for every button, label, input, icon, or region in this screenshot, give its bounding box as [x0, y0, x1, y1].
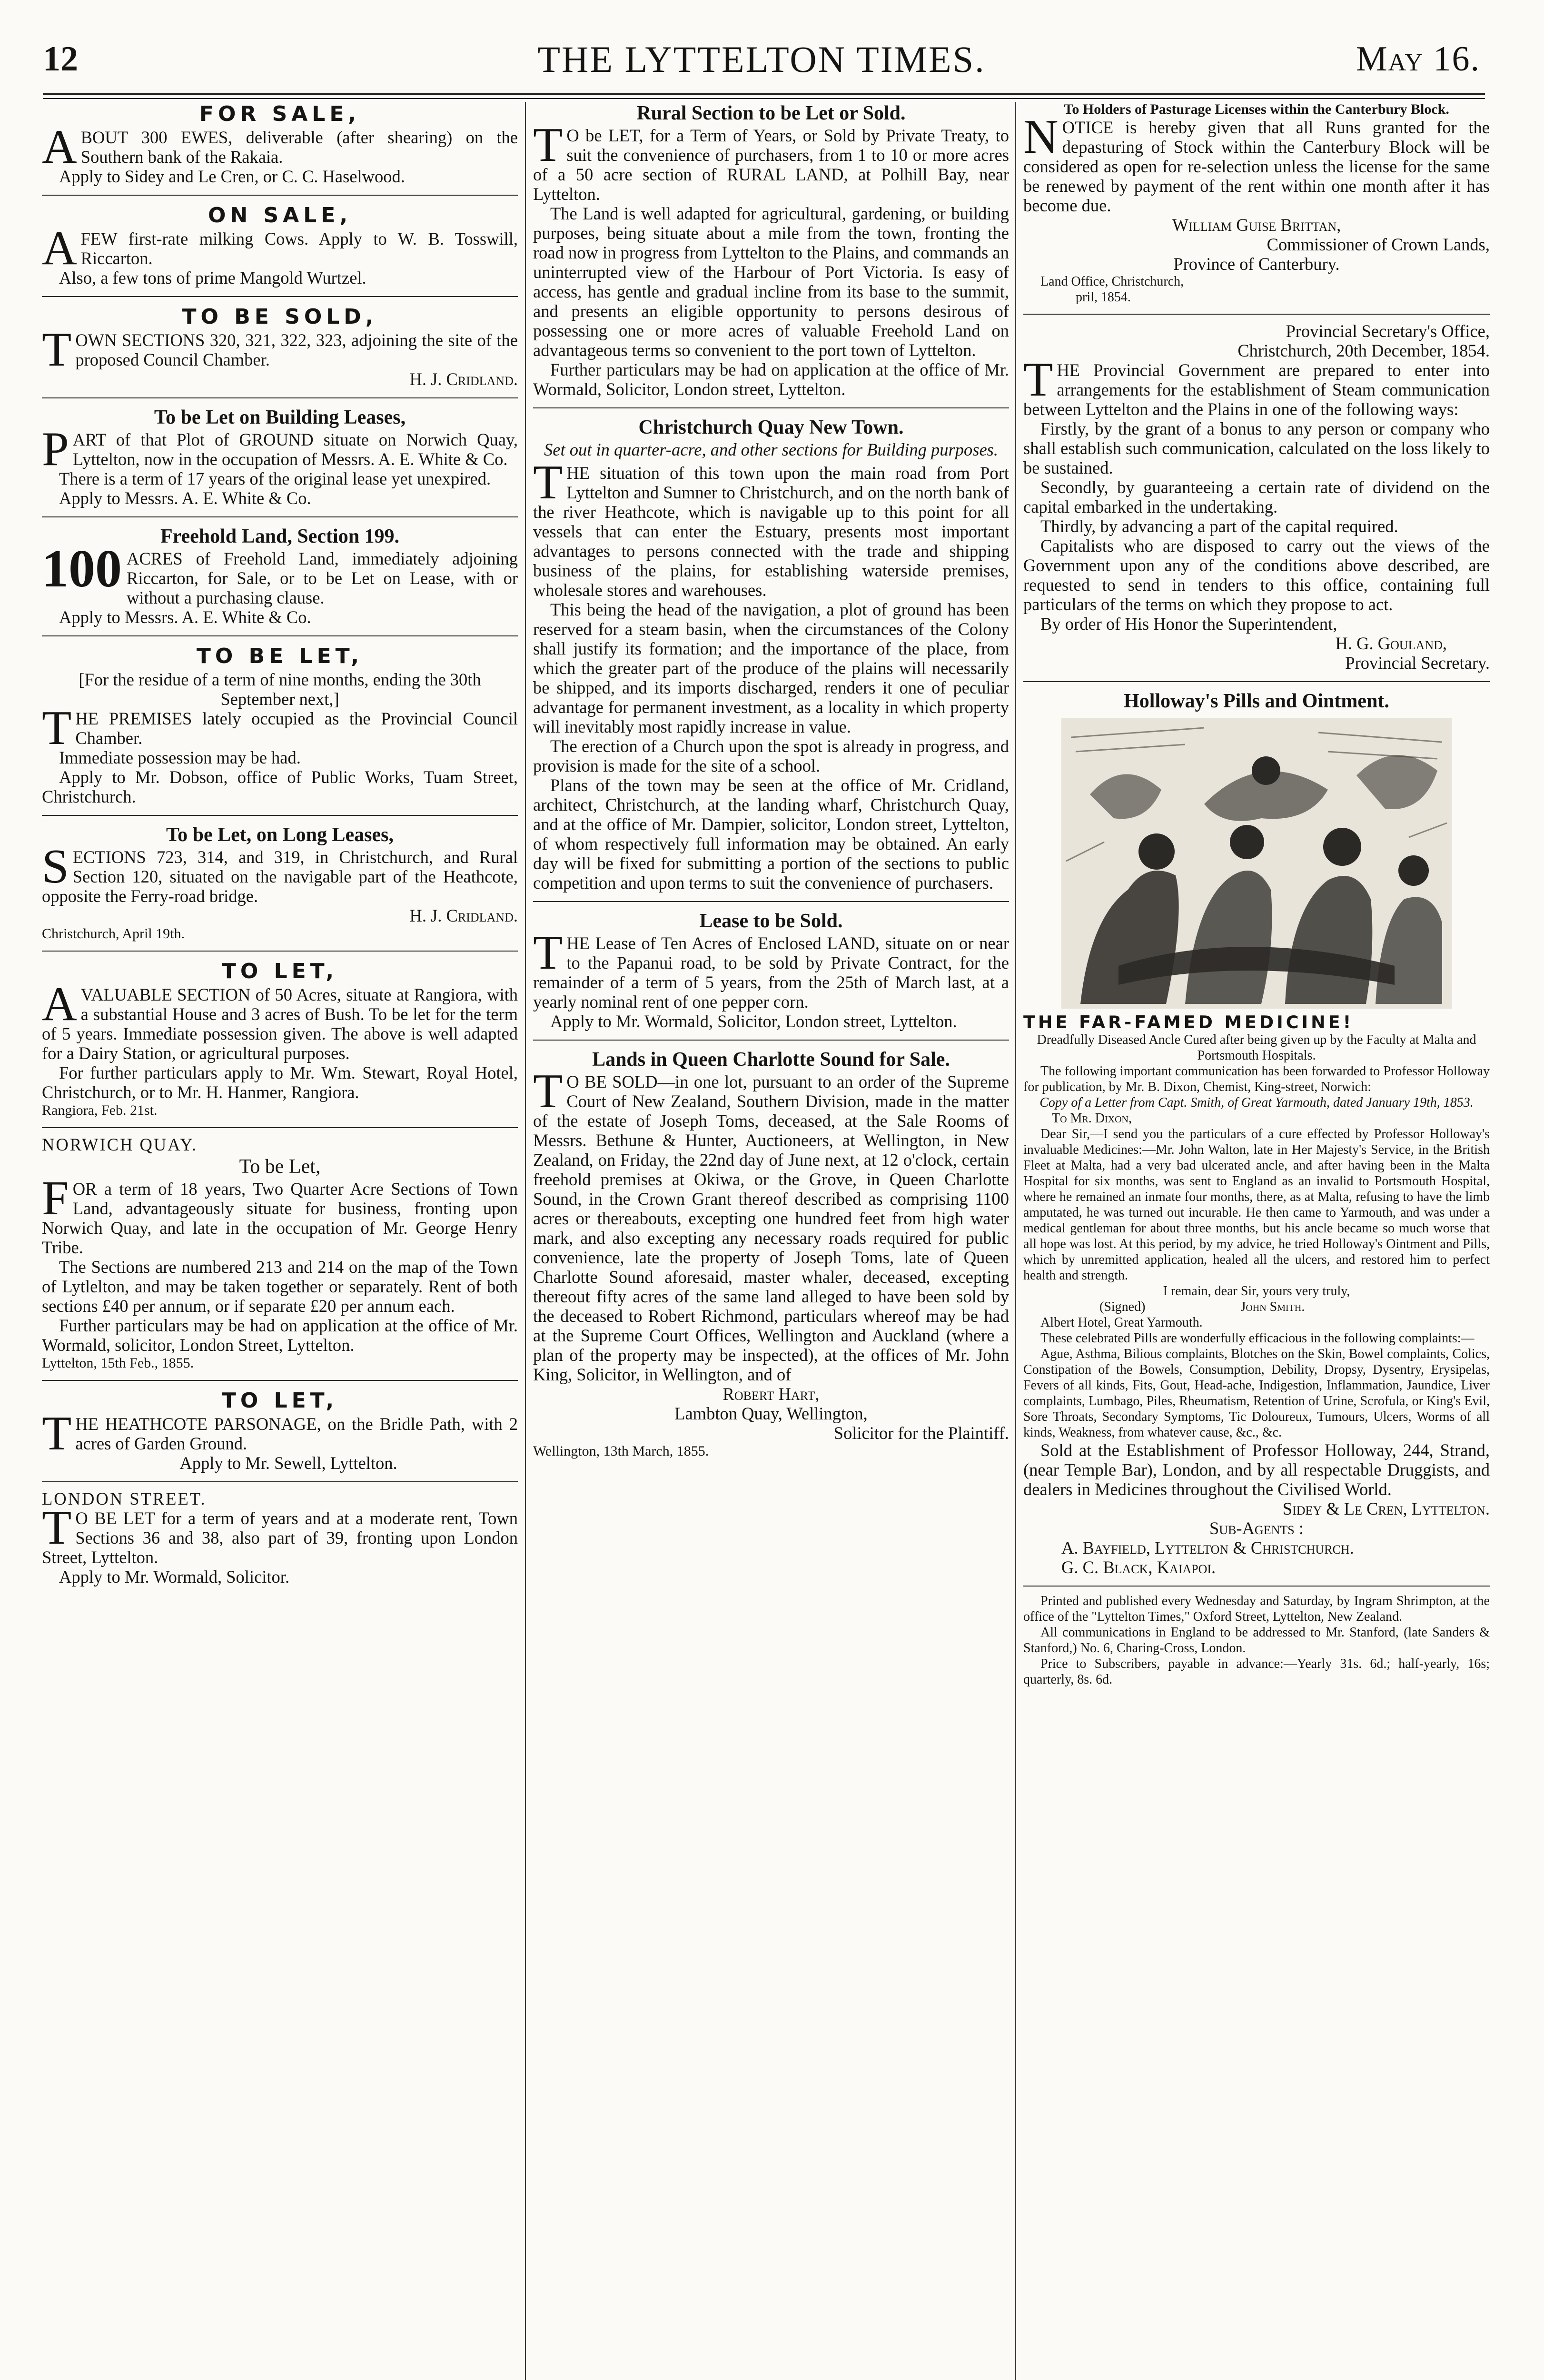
- ad-text: These celebrated Pills are wonderfully efficacious in the following complaints:—: [1040, 1331, 1475, 1346]
- ad-text: OWN SECTIONS 320, 321, 322, 323, adjoining the site of the proposed Council Chamber.: [75, 330, 518, 369]
- ad-text: Dear Sir,—I send you the particulars of a cure effected by Professor Holloway's invaluable Medicines:—Mr. John Walton, late in Her Majesty's Service, in the British Fleet at Malta, had a very bad ulcerated ancle, and after having been in the Malta Hospital for six months, was sent to England as an invalid to Portsmouth Hospital, where he remained an inmate four months, there, as at Malta, refusing to have the limb amputated, he was turned out incurable. He then came to Yarmouth, and was under a medical gentleman for about three months, but his ancle became so much worse that all hope was lost. At this period, by my advice, he tried Holloway's Ointment and Pills, which by unremitted application, healed all the ulcers, and restored him to perfect health and strength.: [1023, 1127, 1490, 1283]
- ad-text: Sold at the Establishment of Professor Holloway, 244, Strand, (near Temple Bar), London, and by all respectable Druggists, and dealers in Medicines throughout the Civilised World.: [1023, 1440, 1490, 1499]
- ad-heading: Freehold Land, Section 199.: [160, 526, 400, 547]
- ad-christchurch-quay: [533, 415, 1009, 892]
- newspaper-title: THE LYTTELTON TIMES.: [537, 39, 986, 80]
- ad-text: HE Provincial Government are prepared to enter into arrangements for the establishment of Steam communication between Lyttelton and the Plains in one of the following ways:: [1023, 360, 1490, 419]
- divider: [533, 407, 1009, 408]
- ad-lease-to-be-sold: [533, 909, 1009, 1031]
- ad-ewes-for-sale: [42, 101, 518, 186]
- drop-cap: S: [42, 840, 69, 893]
- ad-text: Further particulars may be had on application at the office of Mr. Wormald, Solicitor, London street, Lyttelton.: [533, 360, 1009, 399]
- ad-text: Capitalists who are disposed to carry out the views of the Government upon any of the conditions above described, are requested to send in tenders to this office, containing full particulars of the terms on which they propose to act.: [1023, 536, 1490, 614]
- ad-freehold-land: [42, 524, 518, 627]
- ad-long-leases: [42, 823, 518, 942]
- divider: [42, 1481, 518, 1482]
- ad-text: The erection of a Church upon the spot is already in progress, and provision is made for the site of a school.: [533, 736, 1009, 775]
- ad-text: O be LET, for a Term of Years, or Sold by Private Treaty, to suit the convenience of purchasers, from 1 to 10 or more acres of a 50 acre section of RURAL LAND, at Polhill Bay, near Lyttelton.: [533, 126, 1009, 204]
- dateline: Rangiora, Feb. 21st.: [42, 1102, 158, 1118]
- divider: [1023, 681, 1490, 682]
- column-three: [1023, 101, 1490, 2380]
- ad-rural-section: [533, 101, 1009, 399]
- imprint-text: Printed and published every Wednesday and Saturday, by Ingram Shrimpton, at the office of the "Lyttelton Times," Oxford Street, Lyttelton, New Zealand.: [1023, 1594, 1490, 1624]
- ad-text: Copy of a Letter from Capt. Smith, of Great Yarmouth, dated January 19th, 1853.: [1039, 1095, 1474, 1110]
- drop-cap: F: [42, 1171, 69, 1225]
- ad-text: Plans of the town may be seen at the office of Mr. Cridland, architect, Christchurch, at the landing wharf, Christchurch Quay, and at the office of Mr. Dampier, solicitor, London street, Lyttelton, of whom respectively full information may be obtained. An early day will be fixed for submitting a portion of the sections to public competition and upon terms to suit the convenience of purchasers.: [533, 775, 1009, 892]
- drop-cap: T: [533, 456, 563, 509]
- ad-text: By order of His Honor the Superintendent,: [1040, 614, 1337, 634]
- ad-text: BOUT 300 EWES, deliverable (after shearing) on the Southern bank of the Rakaia.: [80, 128, 518, 167]
- drop-cap: T: [42, 1407, 72, 1460]
- ad-heading: Christchurch Quay New Town.: [638, 416, 904, 438]
- issue-date: May 16.: [1356, 40, 1480, 79]
- signature: William Guise Brittan,: [1172, 215, 1341, 235]
- ad-text: ECTIONS 723, 314, and 319, in Christchurch, and Rural Section 120, situated on the navigable part of the Heathcote, opposite the Ferry-road bridge.: [42, 847, 518, 906]
- divider: [533, 901, 1009, 902]
- signature: Sidey & Le Cren, Lyttelton.: [1282, 1499, 1490, 1518]
- drop-cap: T: [42, 1501, 72, 1555]
- ad-cows-on-sale: [42, 202, 518, 288]
- ad-text: There is a term of 17 years of the original lease yet unexpired.: [59, 469, 491, 488]
- ad-text: This being the head of the navigation, a plot of ground has been reserved for a steam basin, when the circumstances of the Colony shall justify its formation; and the importance of the place, from which the greater part of the produce of the plains will necessarily be shipped, and its imports discharged, renders it one of peculiar advantage for permanent investment, as a locality in which property will inevitably most rapidly increase in value.: [533, 600, 1009, 736]
- ad-text: For further particulars apply to Mr. Wm. Stewart, Royal Hotel, Christchurch, or to Mr. H. Hanmer, Rangiora.: [42, 1063, 518, 1102]
- ad-heading: To Holders of Pasturage Licenses within the Canterbury Block.: [1064, 101, 1449, 117]
- column-divider: [1015, 102, 1016, 2380]
- imprint-text: All communications in England to be addressed to Mr. Stanford, (late Sanders & Stanford,) No. 6, Charing-Cross, London.: [1023, 1625, 1490, 1656]
- engraving-illustration: [1061, 718, 1452, 1009]
- ad-text: Immediate possession may be had.: [59, 748, 301, 767]
- divider: [42, 1127, 518, 1128]
- drop-cap: A: [42, 120, 77, 174]
- ad-text: HE PREMISES lately occupied as the Provincial Council Chamber.: [75, 709, 518, 748]
- drop-cap: A: [42, 977, 77, 1031]
- dateline: Christchurch, April 19th.: [42, 926, 185, 942]
- ad-text: (Signed): [1099, 1299, 1146, 1314]
- ad-rangiora-section: [42, 958, 518, 1119]
- divider: [1023, 314, 1490, 315]
- page-number: 12: [43, 40, 78, 79]
- ad-text: Further particulars may be had on application at the office of Mr. Wormald, solicitor, London Street, Lyttelton.: [42, 1316, 518, 1355]
- drop-cap: N: [1023, 110, 1059, 164]
- ad-text: HE Lease of Ten Acres of Enclosed LAND, situate on or near to the Papanui road, to be sold by Private Contract, for the remainder of a term of 5 years, from the 25th of March last, at a yearly nominal rent of one pepper corn.: [533, 933, 1009, 1012]
- ad-text: G. C. Black, Kaiapoi.: [1061, 1557, 1216, 1577]
- ad-heading: LONDON STREET.: [42, 1489, 207, 1508]
- ad-subheading: [For the residue of a term of nine months, ending the 30th September next,]: [79, 670, 481, 709]
- drop-cap: T: [42, 323, 72, 377]
- column-two: [533, 101, 1009, 2380]
- signature-line: Lambton Quay, Wellington,: [674, 1404, 868, 1423]
- ad-text: Dreadfully Diseased Ancle Cured after being given up by the Faculty at Malta and Portsmouth Hospitals.: [1037, 1032, 1476, 1063]
- ad-building-leases: [42, 405, 518, 508]
- ad-heading: Lease to be Sold.: [699, 910, 843, 932]
- ad-text: The Land is well adapted for agricultural, gardening, or building purposes, being situate about a mile from the town, fronting the road now in progress from Lyttelton to the Plains, and commands an uninterrupted view of the Harbour of Port Victoria. Is easy of access, has gentle and gradual incline from its base to the summit, and presents an eligible opportunity to persons desirous of possessing one or more acres of valuable Freehold Land on advantageous terms so convenient to the port town of Lyttelton.: [533, 204, 1009, 360]
- ad-town-sections-sold: [42, 304, 518, 389]
- column-one: [42, 101, 518, 2380]
- column-divider: [525, 102, 526, 2380]
- ad-heading: Rural Section to be Let or Sold.: [636, 102, 906, 124]
- drop-cap: P: [42, 422, 69, 476]
- imprint: [1023, 1593, 1490, 1687]
- signature: Robert Hart,: [723, 1384, 820, 1404]
- divider: [42, 195, 518, 196]
- drop-cap: 100: [42, 539, 122, 598]
- ad-text: Apply to Mr. Wormald, Solicitor, London street, Lyttelton.: [550, 1012, 957, 1031]
- ad-text: Apply to Sidey and Le Cren, or C. C. Haselwood.: [59, 167, 405, 186]
- ad-heading: To be Let on Building Leases,: [154, 407, 406, 428]
- notice-steam-communication: [1023, 321, 1490, 673]
- dateline: Wellington, 13th March, 1855.: [533, 1443, 709, 1459]
- ad-text: Apply to Mr. Sewell, Lyttelton.: [179, 1453, 397, 1473]
- ad-text: Apply to Mr. Wormald, Solicitor.: [59, 1567, 290, 1587]
- ad-text: I remain, dear Sir, yours very truly,: [1163, 1284, 1350, 1299]
- signature-line: Solicitor for the Plaintiff.: [833, 1423, 1009, 1443]
- signature: H. G. Gouland,: [1335, 634, 1447, 653]
- divider: [42, 397, 518, 398]
- dateline: Land Office, Christchurch,: [1040, 274, 1184, 289]
- signature-line: Provincial Secretary.: [1345, 653, 1490, 673]
- ad-text: Firstly, by the grant of a bonus to any person or company who shall establish such communication, calculated on the loss likely to be sustained.: [1023, 419, 1490, 477]
- ad-text: Thirdly, by advancing a part of the capital required.: [1040, 516, 1398, 536]
- ad-heading: Lands in Queen Charlotte Sound for Sale.: [592, 1049, 950, 1071]
- divider: [42, 635, 518, 636]
- ad-text: HE HEATHCOTE PARSONAGE, on the Bridle Path, with 2 acres of Garden Ground.: [75, 1414, 518, 1453]
- ad-text: OTICE is hereby given that all Runs granted for the depasturing of Stock within the Canterbury Block will be considered as open for re-selection unless the license for the same be renewed by payment of the rent within one month after it has become due.: [1023, 118, 1490, 215]
- divider: [42, 516, 518, 517]
- masthead: [43, 33, 1480, 86]
- imprint-text: Price to Subscribers, payable in advance:—Yearly 31s. 6d.; half-yearly, 16s; quarterly, 8s. 6d.: [1023, 1656, 1490, 1687]
- ad-heading: NORWICH QUAY.: [42, 1135, 198, 1154]
- ad-text: ART of that Plot of GROUND situate on Norwich Quay, Lyttelton, now in the occupation of Messrs. A. E. White & Co.: [72, 430, 518, 469]
- signature: H. J. Cridland.: [409, 369, 518, 389]
- ad-text: Also, a few tons of prime Mangold Wurtzel.: [59, 268, 366, 288]
- divider: [1023, 1586, 1490, 1587]
- divider: [42, 951, 518, 952]
- signature: John Smith.: [1240, 1299, 1305, 1314]
- ad-holloways-pills: [1023, 689, 1490, 1577]
- ad-heading: To be Let, on Long Leases,: [166, 824, 394, 846]
- masthead-rule: [43, 93, 1485, 95]
- ad-heading: FOR SALE,: [199, 102, 361, 126]
- ad-london-street: [42, 1489, 518, 1587]
- office-line: Provincial Secretary's Office,: [1286, 321, 1490, 341]
- drop-cap: T: [42, 701, 72, 755]
- ad-text: VALUABLE SECTION of 50 Acres, situate at Rangiora, with a substantial House and 3 acres of Bush. To be let for the term of 5 years. Immediate possession given. The above is well adapted for a Dairy Station, or agricultural purposes.: [42, 985, 518, 1063]
- ad-premises-to-let: [42, 643, 518, 806]
- divider: [42, 815, 518, 816]
- ad-text: FEW first-rate milking Cows. Apply to W. B. Tosswill, Riccarton.: [80, 229, 518, 268]
- divider: [533, 1040, 1009, 1041]
- divider: [42, 296, 518, 297]
- ad-subheading: To be Let,: [239, 1156, 321, 1178]
- drop-cap: A: [42, 221, 77, 275]
- signature-line: Commissioner of Crown Lands,: [1267, 235, 1490, 254]
- dateline: Lyttelton, 15th Feb., 1855.: [42, 1355, 194, 1371]
- drop-cap: T: [533, 1064, 563, 1118]
- ad-heading: TO BE LET,: [196, 644, 364, 668]
- ad-text: Albert Hotel, Great Yarmouth.: [1040, 1315, 1203, 1330]
- ad-text: O BE LET for a term of years and at a moderate rent, Town Sections 36 and 38, also part of 39, fronting upon London Street, Lyttelton.: [42, 1508, 518, 1567]
- ad-heathcote-parsonage: [42, 1388, 518, 1473]
- ad-queen-charlotte-sound: [533, 1047, 1009, 1459]
- dateline: pril, 1854.: [1076, 290, 1131, 305]
- ad-text: The Sections are numbered 213 and 214 on the map of the Town of Lytlelton, and may be taken together or separately. Rent of both sections £40 per annum, or if separate £20 per annum each.: [42, 1257, 518, 1316]
- drop-cap: T: [533, 926, 563, 980]
- ad-text: A. Bayfield, Lyttelton & Christchurch.: [1061, 1538, 1354, 1557]
- ad-text: ACRES of Freehold Land, immediately adjoining Riccarton, for Sale, or to be Let on Lease, with or without a purchasing clause.: [127, 549, 518, 607]
- ad-subheading: Set out in quarter-acre, and other sections for Building purposes.: [544, 440, 998, 459]
- office-line: Christchurch, 20th December, 1854.: [1237, 341, 1490, 360]
- ad-text: Apply to Messrs. A. E. White & Co.: [59, 488, 311, 508]
- drop-cap: T: [533, 118, 563, 172]
- ad-text: To Mr. Dixon,: [1052, 1111, 1132, 1126]
- ad-text: Secondly, by guaranteeing a certain rate of dividend on the capital embarked in the undertaking.: [1023, 477, 1490, 516]
- ad-heading: ON SALE,: [208, 203, 352, 228]
- slogan: THE FAR-FAMED MEDICINE!: [1023, 1012, 1354, 1032]
- ad-text: Ague, Asthma, Bilious complaints, Blotches on the Skin, Bowel complaints, Colics, Constipation of the Bowels, Consumption, Debility, Dropsy, Dysentry, Erysipelas, Fevers of all kinds, Fits, Gout, Head-ache, Indigestion, Inflammation, Jaundice, Liver complaints, Lumbago, Piles, Rheumatism, Retention of Urine, Scrofula, or King's Evil, Sore Throats, Secondary Symptoms, Tic Doloureux, Tumours, Ulcers, Worms of all kinds, Weakness, from whatever cause, &c., &c.: [1023, 1347, 1490, 1440]
- divider: [42, 1380, 518, 1381]
- signature-line: Province of Canterbury.: [1173, 254, 1340, 274]
- signature: H. J. Cridland.: [409, 906, 518, 925]
- masthead-rule-lower: [43, 98, 1485, 99]
- ad-heading: TO BE SOLD,: [182, 305, 378, 329]
- ad-heading: Holloway's Pills and Ointment.: [1124, 690, 1389, 712]
- ad-text: HE situation of this town upon the main road from Port Lyttelton and Sumner to Christchurch, and on the north bank of the river Heathcote, which is navigable up to this point for all vessels that can enter the Estuary, presents most important advantages to persons connected with the trade and shipping business of the plains, for establishing waterside premises, wholesale stores and warehouses.: [533, 463, 1009, 600]
- ad-text: The following important communication has been forwarded to Professor Holloway for publication, by Mr. B. Dixon, Chemist, King-street, Norwich:: [1023, 1064, 1490, 1094]
- ad-heading: TO LET,: [221, 959, 338, 983]
- drop-cap: T: [1023, 353, 1053, 407]
- notice-pasturage-licenses: [1023, 101, 1490, 305]
- ad-text: O BE SOLD—in one lot, pursuant to an order of the Supreme Court of New Zealand, Southern Division, made in the matter of the estate of Joseph Toms, deceased, at the Sale Rooms of Messrs. Bethune & Hunter, Auctioneers, at Wellington, in New Zealand, on Friday, the 22nd day of June next, at 12 o'clock, certain freehold premises at Okiwa, or the Grove, in Queen Charlotte Sound, in the Crown Grant thereof described as comprising 1100 acres or thereabouts, excepting one hundred feet from high water mark, and also excepting any necessary roads required for public convenience, late the property of Joseph Toms, late of Queen Charlotte Sound aforesaid, master whaler, deceased, excepting thereout fifty acres of the same land alleged to have been sold by the deceased to Robert Richmond, particulars whereof may be had at the Supreme Court Offices, Wellington and Auckland (where a plan of the property may be inspected), at the offices of Mr. John King, Solicitor, in Wellington, and of: [533, 1072, 1009, 1384]
- ad-heading: TO LET,: [221, 1388, 338, 1413]
- ad-text: OR a term of 18 years, Two Quarter Acre Sections of Town Land, advantageously situate for business, fronting upon Norwich Quay, and late in the occupation of Mr. George Henry Tribe.: [42, 1179, 518, 1257]
- ad-norwich-quay: [42, 1135, 518, 1371]
- ad-text: Apply to Mr. Dobson, office of Public Works, Tuam Street, Christchurch.: [42, 767, 518, 806]
- ad-text: Sub-Agents :: [1209, 1518, 1304, 1538]
- ad-text: Apply to Messrs. A. E. White & Co.: [59, 607, 311, 627]
